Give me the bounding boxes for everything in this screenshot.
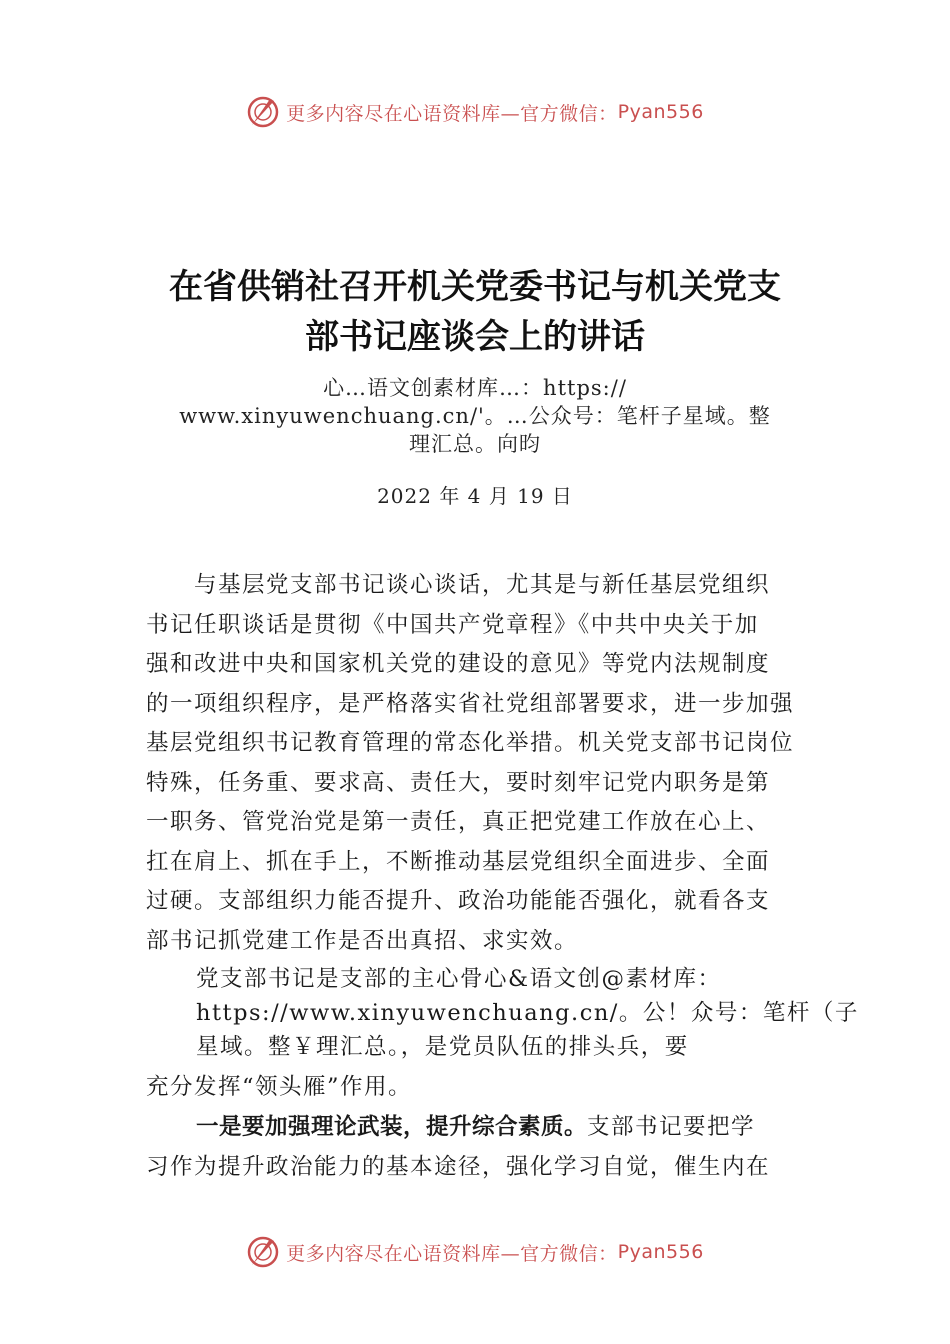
- paragraph-line: 的一项组织程序，是严格落实省社党组部署要求，进一步加强: [146, 690, 795, 717]
- paragraph-line: 党支部书记是支部的主心骨心&语文创@素材库：: [196, 966, 722, 992]
- paragraph-line: 习作为提升政治能力的基本途径，强化学习自觉，催生内在: [146, 1153, 771, 1180]
- paragraph-line: 星域。整￥理汇总。，是党员队伍的排头兵，要: [196, 1034, 689, 1060]
- paragraph-line: 过硬。支部组织力能否提升、政治功能能否强化，就看各支: [146, 888, 771, 914]
- paragraph-line: 扛在肩上、抓在手上，不断推动基层党组织全面进步、全面: [146, 848, 771, 875]
- paragraph-line: 部书记抓党建工作是否出真招、求实效。: [146, 927, 579, 954]
- paragraph-3: [146, 1068, 822, 1108]
- footer-banner: [0, 1235, 950, 1269]
- paragraph-line: 充分发挥“领头雁”作用。: [146, 1074, 413, 1100]
- paragraph-bold-lead: 一是要加强理论武装，提升综合素质。: [196, 1114, 588, 1140]
- title-line-1: 在省供销社召开机关党委书记与机关党支: [169, 267, 781, 307]
- header-banner: [0, 95, 950, 129]
- paragraph-line: 一职务、管党治党是第一责任，真正把党建工作放在心上、: [146, 809, 771, 835]
- document-date: 2022 年 4 月 19 日: [377, 484, 573, 508]
- document-title: [140, 262, 810, 362]
- paragraph-2: [146, 962, 859, 1064]
- paragraph-line: [146, 1108, 822, 1148]
- paragraph-line: 特殊，任务重、要求高、责任大，要时刻牢记党内职务是第: [146, 769, 771, 796]
- banner-text: 更多内容尽在心语资料库—官方微信：: [286, 102, 618, 125]
- paragraph-line: 与基层党支部书记谈心谈话，尤其是与新任基层党组织: [146, 572, 771, 598]
- banner-text: 更多内容尽在心语资料库—官方微信：: [286, 1242, 618, 1265]
- title-line-2: 部书记座谈会上的讲话: [305, 317, 645, 357]
- quill-seal-logo-icon: [246, 1235, 280, 1269]
- paragraph-line: 书记任职谈话是贯彻《中国共产党章程》《中共中央关于加: [146, 611, 759, 638]
- paragraph-text: 支部书记要把学: [587, 1114, 756, 1140]
- paragraph-1: [146, 566, 822, 961]
- source-line-2: www.xinyuwenchuang.cn/'。…公众号：笔杆子星域。整: [179, 404, 771, 428]
- paragraph-4: [146, 1108, 822, 1187]
- source-note: [150, 374, 800, 458]
- source-line-3: 理汇总。向昀: [409, 432, 541, 456]
- banner-wechat-id: Pyan556: [617, 1241, 704, 1263]
- paragraph-line: https://www.xinyuwenchuang.cn/。公！众号：笔杆（子: [196, 1000, 859, 1026]
- quill-seal-logo-icon: [246, 95, 280, 129]
- paragraph-line: 强和改进中央和国家机关党的建设的意见》等党内法规制度: [146, 651, 771, 677]
- source-line-1: 心…语文创素材库…：https://: [323, 376, 627, 400]
- paragraph-line: 基层党组织书记教育管理的常态化举措。机关党支部书记岗位: [146, 730, 795, 756]
- banner-wechat-id: Pyan556: [617, 101, 704, 123]
